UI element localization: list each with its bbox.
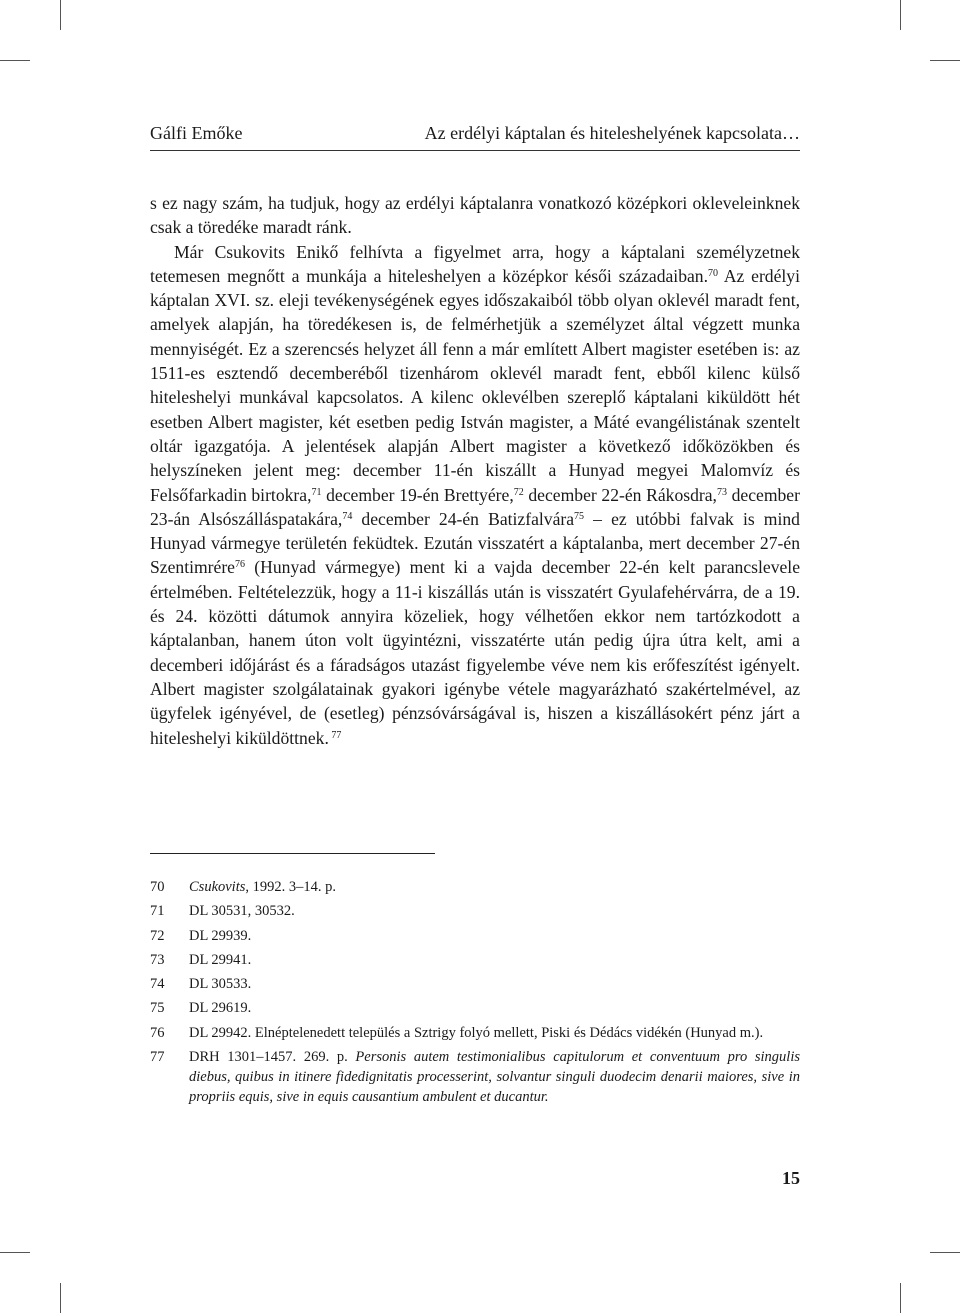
- crop-mark: [900, 0, 901, 30]
- footnote-70: [150, 877, 800, 897]
- footnote-text-run: DRH 1301–1457. 269. p.: [189, 1049, 356, 1066]
- footnote-74: [150, 974, 800, 994]
- footnote-ref-76[interactable]: 76: [235, 559, 245, 571]
- text-run: – ez utóbbi falvak is mind Hunyad vármegye területén feküdtek. Ezután visszatért a káptalanba, mert december 27-én Szentimrére: [150, 508, 800, 578]
- page-number: 15: [782, 1168, 800, 1188]
- footnote-number: 75: [150, 1000, 165, 1017]
- footnote-75: [150, 998, 800, 1018]
- footnote-76: [150, 1023, 800, 1043]
- footnote-number: 72: [150, 927, 165, 944]
- footnote-text: [189, 1049, 800, 1105]
- footnote-italic: Personis autem testimonialibus capitulorum et conventuum pro singulis diebus, quibus in itinere fidedignitatis processerint, solvantur singuli duodecim denarii maiores, sive in propriis equis, sive in equis causantium ambulent et ducantur.: [189, 1049, 800, 1106]
- paragraph: s ez nagy szám, ha tudjuk, hogy az erdélyi káptalanra vonatkozó középkori okleveleinknek csak a töredéke maradt ránk.: [150, 193, 800, 238]
- footnote-italic: Csukovits: [189, 879, 246, 895]
- paragraph: [150, 240, 800, 750]
- footnote-number: 76: [150, 1024, 165, 1041]
- text-run: (Hunyad vármegye) ment ki a vajda december 22-én kelt parancslevele értelmében. Feltételezzük, hogy a 11-i kiszállás után is visszatért Gyulafehérvárra, de a 19. és 24. közötti dátumok annyira közeliek, hogy vélhetően ekkor nem tartózkodott a káptalanban, hanem úton volt ügyintézni, visszatérte után pedig újra útra kelt, ami a decemberi időjárást és a fáradságos utazást figyelembe véve nem kis erőfeszítést igényelt. Albert magister szolgálatainak gyakori igénybe vétele magyarázható szakértelmével, az ügyfelek igényével, de (esetleg) pénzsóvárságával is, hiszen a kiszállásokért pénz járt a hiteleshelyi kiküldöttnek.: [150, 557, 800, 748]
- header-title: Az erdélyi káptalan és hiteleshelyének kapcsolata…: [424, 123, 800, 143]
- text-run: december 19-én Brettyére,: [321, 484, 514, 505]
- footnote-text: [189, 879, 336, 895]
- footnote-number: 71: [150, 903, 165, 920]
- footnote-ref-74[interactable]: 74: [342, 510, 353, 522]
- footnote-rule: [150, 853, 435, 854]
- footnote-text-run: , 1992. 3–14. p.: [245, 879, 337, 895]
- crop-mark: [60, 0, 61, 30]
- crop-mark: [60, 1283, 61, 1313]
- footnote-number: 70: [150, 879, 165, 895]
- footnote-71: [150, 901, 800, 921]
- footnote-number: 73: [150, 951, 165, 968]
- body-text: [150, 191, 800, 750]
- footnote-ref-72[interactable]: 72: [513, 486, 524, 498]
- footnote-ref-75[interactable]: 75: [574, 510, 585, 522]
- footnote-text: DL 29942. Elnéptelenedett település a Sztrigy folyó mellett, Piski és Dédács vidékén (Hunyad m.).: [189, 1024, 764, 1041]
- footnote-ref-71[interactable]: 71: [311, 486, 322, 498]
- text-run: Az erdélyi káptalan XVI. sz. eleji tevékenységének egyes időszakaiból több olyan oklevél maradt fent, amelyek alapján, ha töredékesen is, de felmérhetjük a személyzet által végzett munka mennyiségét. Ez a szerencsés helyzet áll fenn a már említett Albert magister esetében is: az 1511-es esztendő decemberéből tizenhárom oklevél maradt fent, ebből kilenc külső hiteleshelyi munkával kapcsolatos. A kilenc oklevélben szereplő káptalani kiküldött hét esetben Albert magister, két esetben pedig István magister, a Máté evangélistának szentelt oltár igazgatója. A jelentések alapján Albert magister a következő időközökben és helyszíneken jelent meg: december 11-én kiszállt a Hunyad megyei Malomvíz és Felsőfarkadin birtokra,: [150, 265, 800, 505]
- footnote-ref-73[interactable]: 73: [716, 486, 727, 498]
- crop-mark: [900, 1283, 901, 1313]
- crop-mark: [930, 1252, 960, 1253]
- footnote-text: DL 29941.: [189, 951, 252, 968]
- footnote-text: DL 29939.: [189, 927, 252, 944]
- footnote-text: DL 29619.: [189, 1000, 252, 1017]
- footnote-ref-77[interactable]: 77: [328, 729, 342, 741]
- footnote-ref-70[interactable]: 70: [708, 267, 718, 279]
- crop-mark: [930, 60, 960, 61]
- footnote-73: [150, 950, 800, 970]
- text-run: december 23-án Alsószálláspatakára,: [150, 484, 800, 529]
- footnote-number: 77: [150, 1049, 165, 1066]
- footnote-77: [150, 1047, 800, 1107]
- crop-mark: [0, 1252, 30, 1253]
- header-rule: [150, 150, 800, 151]
- text-run: december 24-én Batizfalvára: [352, 508, 575, 529]
- footnote-72: [150, 926, 800, 946]
- header-author: Gálfi Emőke: [150, 123, 243, 143]
- footnote-number: 74: [150, 976, 165, 993]
- footnote-text: DL 30531, 30532.: [189, 903, 295, 920]
- crop-mark: [0, 60, 30, 61]
- text-run: december 22-én Rákosdra,: [523, 484, 717, 505]
- text-run: Már Csukovits Enikő felhívta a figyelmet arra, hogy a káptalani személyzetnek tetemesen megnőtt a munkája a hiteleshelyen a középkor késői századaiban.: [150, 241, 800, 286]
- footnotes: [150, 877, 800, 1111]
- footnote-text: DL 30533.: [189, 976, 252, 993]
